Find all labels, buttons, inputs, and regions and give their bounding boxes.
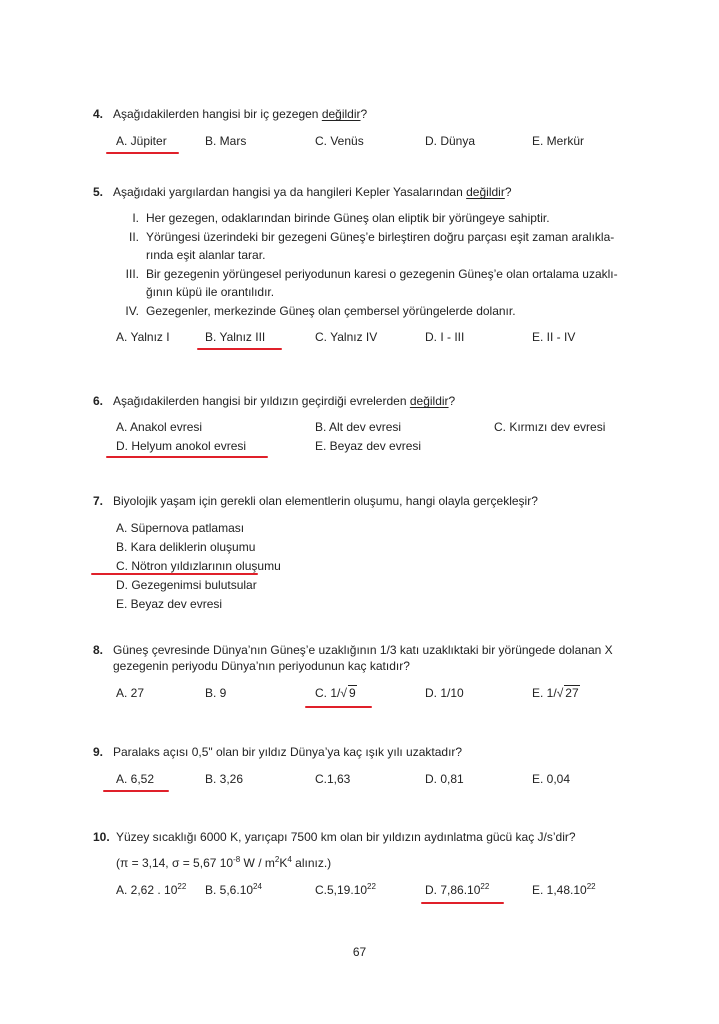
option-e[interactable]: E. 0,04 xyxy=(532,772,571,786)
question-5 xyxy=(93,184,653,347)
option-a[interactable]: A. Jüpiter xyxy=(116,134,167,148)
option-e[interactable]: E. Beyaz dev evresi xyxy=(116,597,223,611)
answer-mark xyxy=(106,152,179,154)
option-b[interactable]: B. Kara deliklerin oluşumu xyxy=(116,540,256,554)
question-text: Aşağıdaki yargılardan hangisi ya da hangileri Kepler Yasalarından değildir? xyxy=(113,185,512,199)
question-text: Aşağıdakilerden hangisi bir yıldızın geçirdiği evrelerden değildir? xyxy=(113,394,456,408)
option-c[interactable]: C.5,19.10$^{22}$ xyxy=(315,882,376,897)
option-c[interactable]: C.1,63 xyxy=(315,772,351,786)
question-text: Paralaks açısı 0,5" olan bir yıldız Dünya’ya kaç ışık yılı uzaktadır? xyxy=(113,745,463,759)
question-9 xyxy=(93,744,653,789)
radicand: 9 xyxy=(348,686,356,700)
answer-mark xyxy=(91,573,258,575)
radical-sign: √ xyxy=(340,686,347,700)
option-c[interactable]: C. Venüs xyxy=(315,134,364,148)
question-text: Güneş çevresinde Dünya’nın Güneş’e uzaklığının 1/3 katı uzaklıktaki bir yörüngede dolanan X gezegenin periyodu Dünya’nın periyodunun kaç katıdır? xyxy=(113,643,613,673)
question-number: 9. xyxy=(93,745,104,759)
question-text: Aşağıdakilerden hangisi bir iç gezegen değildir? xyxy=(113,107,368,121)
answer-mark xyxy=(197,348,282,350)
question-number: 7. xyxy=(93,494,104,508)
option-c[interactable]: C. 1/√ 9 xyxy=(315,686,356,700)
question-6 xyxy=(93,393,653,457)
question-text: Yüzey sıcaklığı 6000 K, yarıçapı 7500 km olan bir yıldızın aydınlatma gücü kaç J/s’dir? xyxy=(116,830,576,844)
option-b[interactable]: B. Alt dev evresi xyxy=(315,420,402,434)
question-text: Biyolojik yaşam için gerekli olan elementlerin oluşumu, hangi olayla gerçekleşir? xyxy=(113,494,538,508)
radicand: 27 xyxy=(565,686,579,700)
statement-i: I. Her gezegen, odaklarından birinde Güneş olan eliptik bir yörüngeye sahiptir. xyxy=(132,211,550,225)
option-a[interactable]: A. Süpernova patlaması xyxy=(116,521,245,535)
statement-iv: IV. Gezegenler, merkezinde Güneş olan çembersel yörüngelerde dolanır. xyxy=(125,303,516,318)
answer-mark xyxy=(103,790,169,792)
page-number: 67 xyxy=(352,945,367,959)
answer-mark xyxy=(106,456,268,458)
question-number: 10. xyxy=(93,830,110,844)
answer-mark xyxy=(305,706,372,708)
statement-iii: III. Bir gezegenin yörüngesel periyodunun karesi o gezegenin Güneş’e olan ortalama uzaklı- ğının küpü ile orantılıdır. xyxy=(125,266,618,299)
answer-mark xyxy=(421,902,504,904)
option-d[interactable]: D. Dünya xyxy=(425,134,476,148)
option-a[interactable]: A. 2,62 . $10^{22}$ xyxy=(116,882,187,897)
option-e[interactable]: E. 1/√ 27 xyxy=(532,686,579,700)
option-d[interactable]: D. 0,81 xyxy=(425,772,464,786)
question-8 xyxy=(93,642,653,703)
question-7 xyxy=(93,493,653,614)
option-e[interactable]: E. Beyaz dev evresi xyxy=(315,439,422,453)
option-c[interactable]: C. Yalnız IV xyxy=(315,330,378,344)
option-d[interactable]: D. I - III xyxy=(425,330,465,344)
option-b[interactable]: B. Mars xyxy=(205,134,247,148)
option-d[interactable]: D. 1/10 xyxy=(425,686,464,700)
option-e[interactable]: E. II - IV xyxy=(532,330,576,344)
option-a[interactable]: A. Anakol evresi xyxy=(116,420,203,434)
option-b[interactable]: B. Yalnız III xyxy=(205,330,266,344)
radical-sign: √ xyxy=(556,686,564,700)
option-d[interactable]: D. 7,86.10$^{22}$ xyxy=(425,882,490,897)
option-a[interactable]: A. Yalnız I xyxy=(116,330,170,344)
option-c[interactable]: C. Kırmızı dev evresi xyxy=(494,420,606,434)
option-b[interactable]: B. 9 xyxy=(205,686,227,700)
option-a[interactable]: A. 27 xyxy=(116,686,145,700)
question-number: 4. xyxy=(93,107,104,121)
question-number: 6. xyxy=(93,394,104,408)
option-b[interactable]: B. 5,6.10$^{24}$ xyxy=(205,882,262,897)
option-a[interactable]: A. 6,52 xyxy=(116,772,155,786)
option-d[interactable]: D. Gezegenimsi bulutsular xyxy=(116,578,257,592)
option-d[interactable]: D. Helyum anokol evresi xyxy=(116,439,247,453)
option-e[interactable]: E. Merkür xyxy=(532,134,585,148)
statement-list xyxy=(116,209,653,320)
option-c[interactable]: C. Nötron yıldızlarının oluşumu xyxy=(116,559,281,573)
question-10 xyxy=(93,829,653,900)
option-b[interactable]: B. 3,26 xyxy=(205,772,244,786)
question-number: 8. xyxy=(93,643,104,657)
question-4 xyxy=(93,106,653,151)
given-constants: (π = 3,14, σ = 5,67 $10^{-8}$ W / $m^2K^4$ alınız.) xyxy=(116,855,332,870)
statement-ii: II. Yörüngesi üzerindeki bir gezegeni Güneş’e birleştiren doğru parçası eşit zaman aralıkla- rında eşit alanlar tarar. xyxy=(128,229,615,262)
option-e[interactable]: E. 1,48.10$^{22}$ xyxy=(532,882,596,897)
question-number: 5. xyxy=(93,185,104,199)
